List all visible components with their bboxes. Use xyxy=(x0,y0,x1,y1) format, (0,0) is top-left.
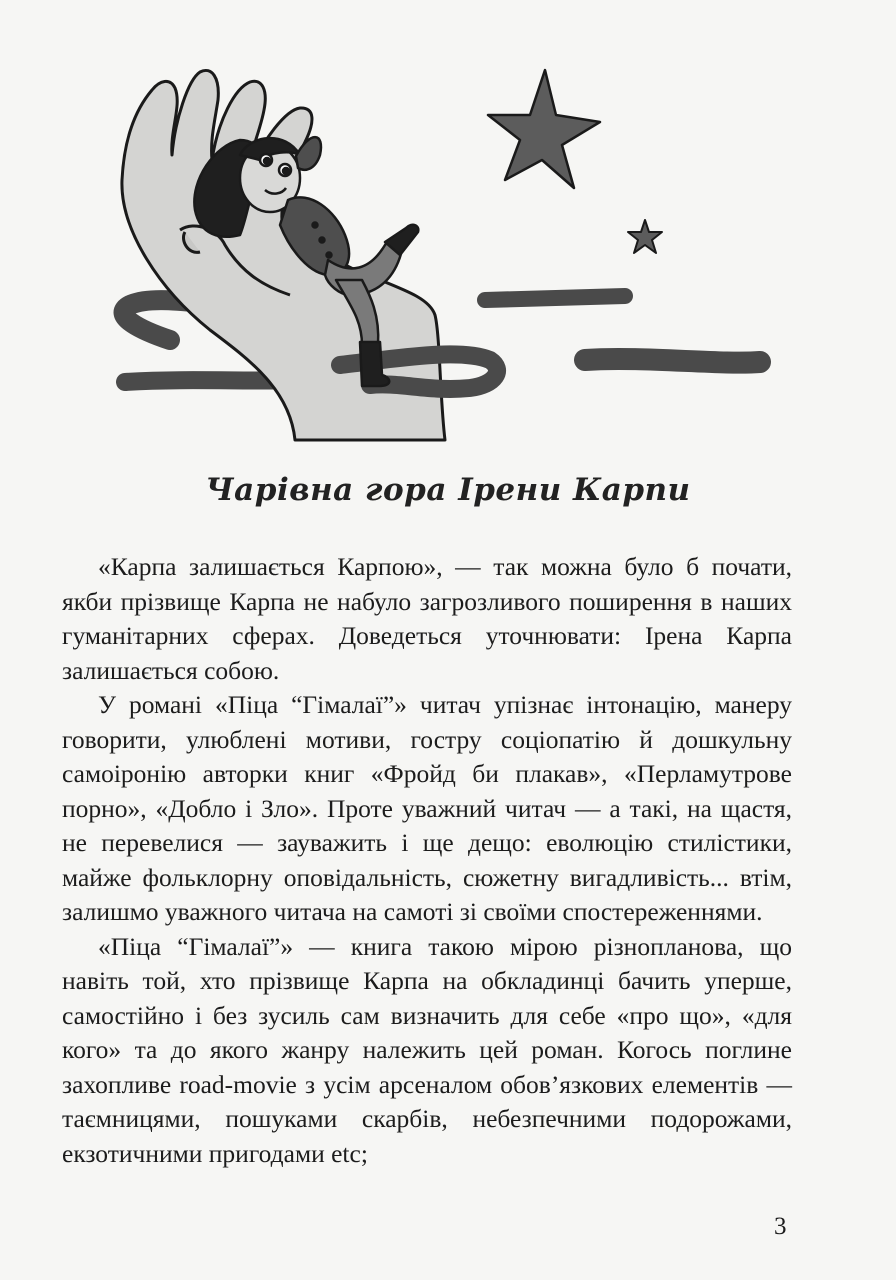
page-number: 3 xyxy=(774,1213,787,1240)
chapter-illustration xyxy=(100,60,800,450)
chapter-title: Чарівна гора Ірени Карпи xyxy=(205,472,691,508)
body-text xyxy=(62,550,792,1171)
paragraph: «Карпа залишається Карпою», — так можна було б почати, якби прізвище Карпа не набуло загрозливого поширення в наших гуманітарних сферах. Доведеться уточнювати: Ірена Карпа залишається собою. xyxy=(62,552,792,685)
paragraph: «Піца “Гімалаї”» — книга такою мірою різнопланова, що навіть той, хто прізвище Карпа на обкладинці бачить уперше, самостійно і без зусиль сам визначить для себе «про що», «для кого» та до якого жанру належить цей роман. Когось поглине захопливе road-movie з усім арсеналом обов’язкових елементів — таємницями, пошуками скарбів, небезпечними подорожами, екзотичними пригодами etc; xyxy=(62,931,792,1168)
paragraph: У романі «Піца “Гімалаї”» читач упізнає інтонацію, манеру говорити, улюблені мотиви, гостру соціопатію й дошкульну самоіронію авторки книг «Фройд би плакав», «Перламутрове порно», «Добло і Зло». Проте уважний читач — а такі, на щастя, не перевелися — зауважить і ще дещо: еволюцію стилістики, майже фольклорну оповідальність, сюжетну вигадливість... втім, залишмо уважного читача на самоті зі своїми спостереженнями. xyxy=(62,690,792,926)
large-star-icon xyxy=(488,70,600,188)
small-star-icon xyxy=(628,220,662,253)
